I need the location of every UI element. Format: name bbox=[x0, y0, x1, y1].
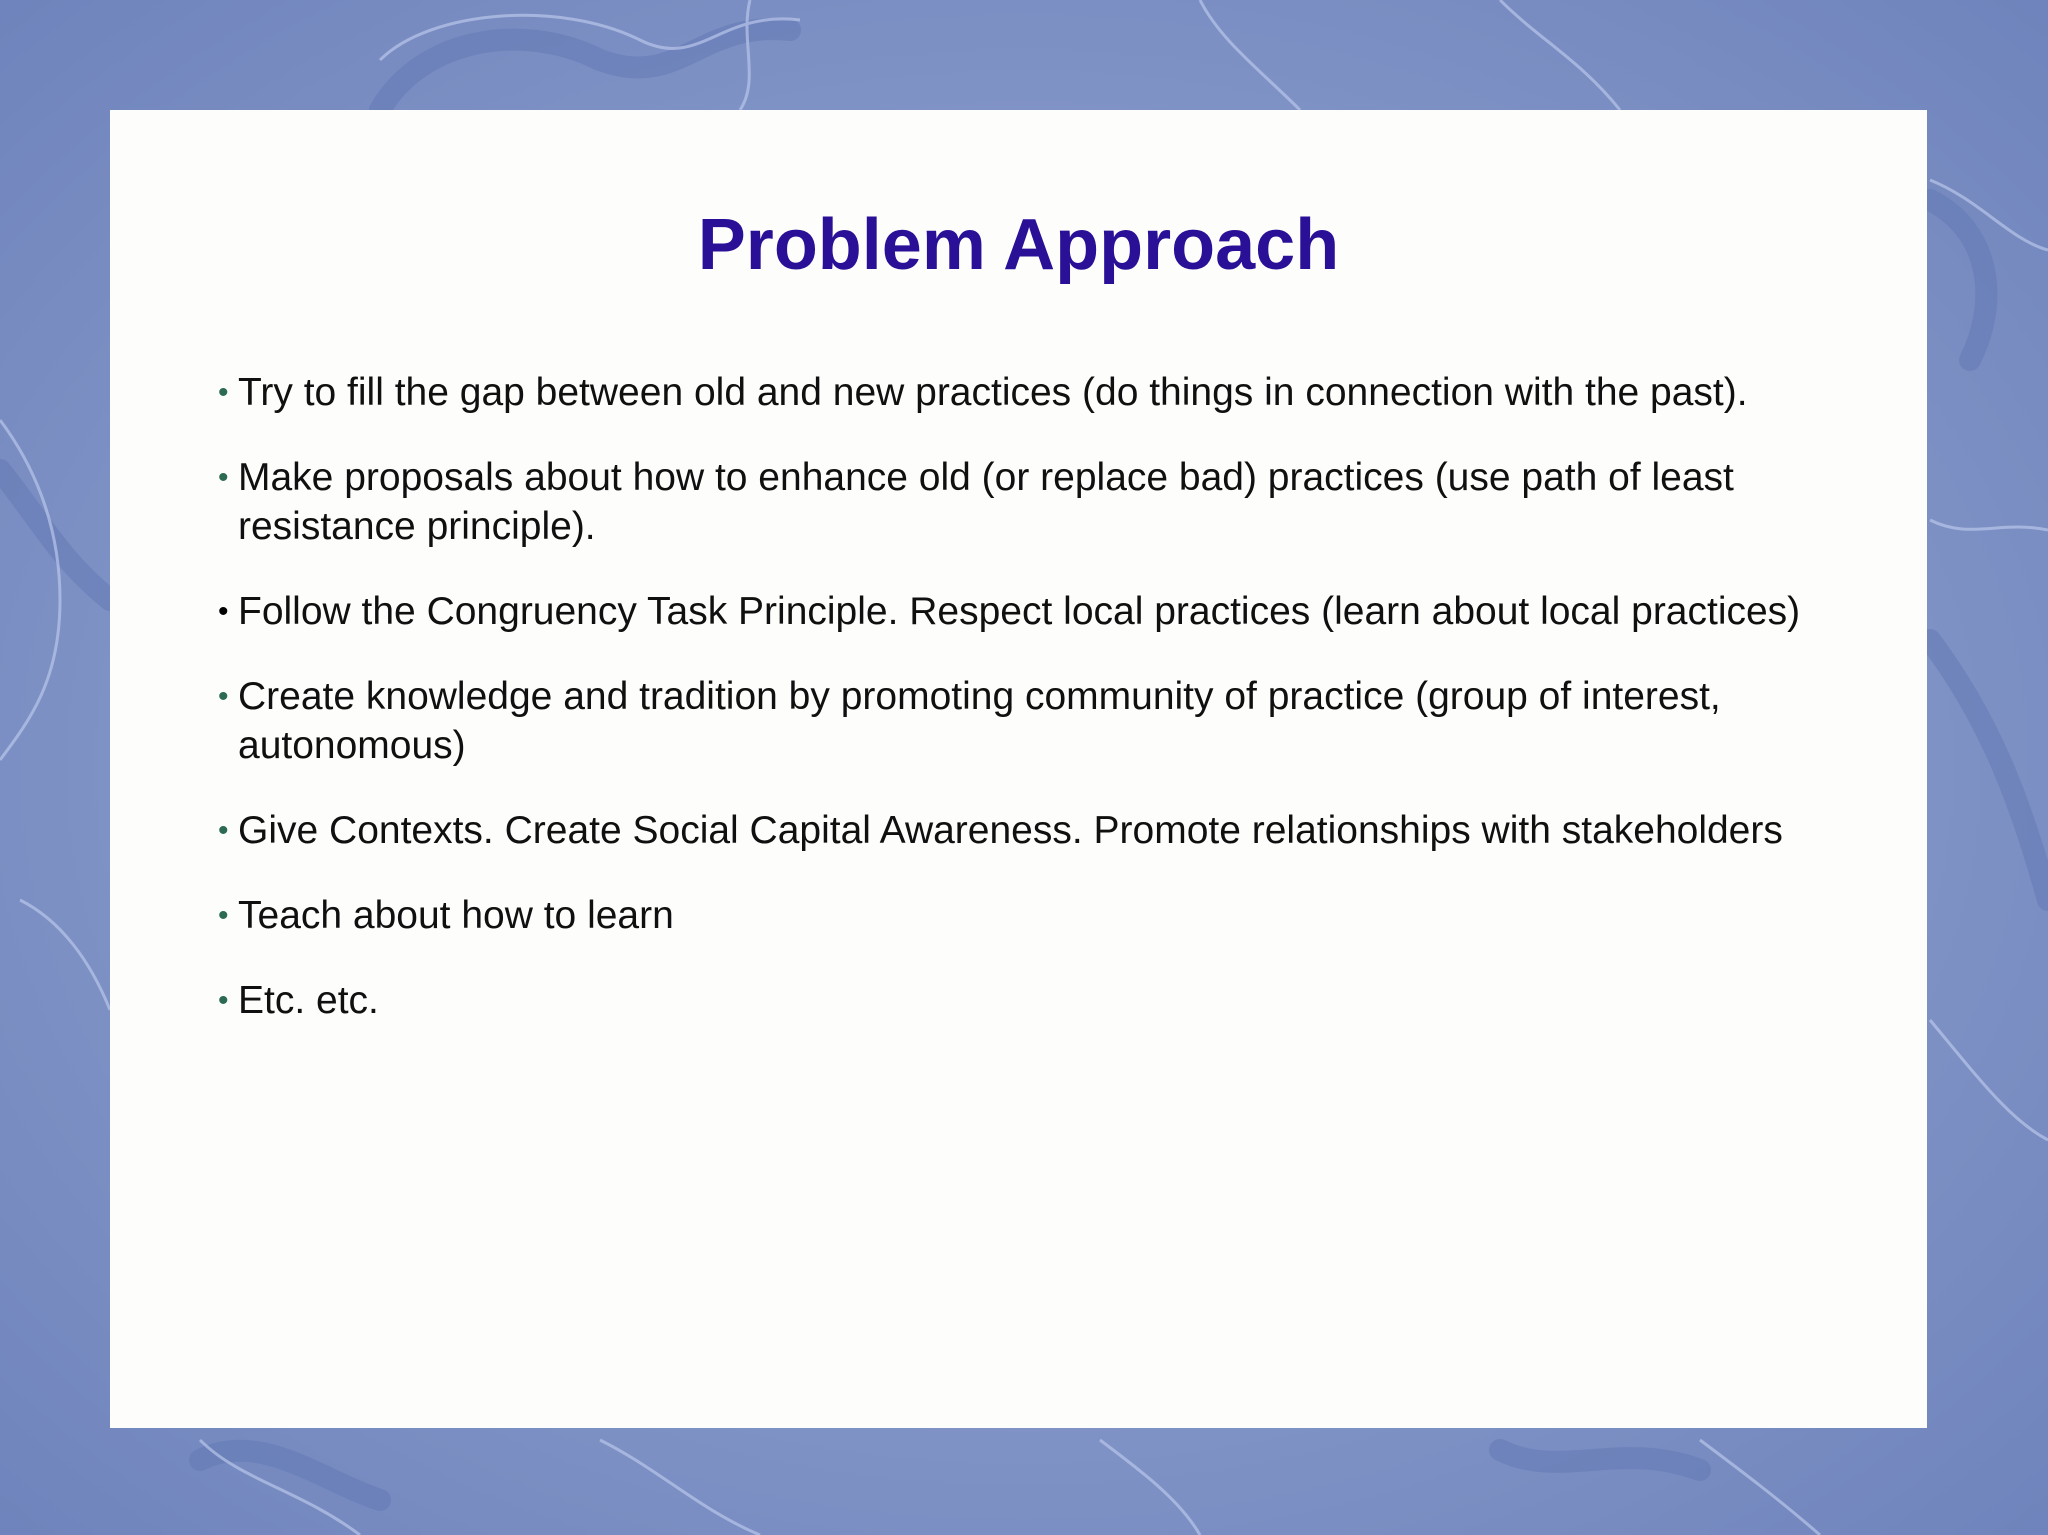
slide-title: Problem Approach bbox=[697, 205, 1340, 285]
bullet-icon: • bbox=[218, 595, 229, 628]
bullet-list bbox=[170, 368, 1890, 1061]
bullet-icon: • bbox=[218, 680, 229, 713]
bullet-text: Try to fill the gap between old and new practices (do things in connection with the past). bbox=[238, 371, 1748, 414]
bullet-icon: • bbox=[218, 461, 229, 494]
bullet-text: Make proposals about how to enhance old (or replace bad) practices (use path of least resistance principle). bbox=[238, 456, 1734, 548]
list-item bbox=[110, 672, 1890, 770]
list-item bbox=[110, 806, 1890, 855]
list-item bbox=[110, 976, 1890, 1025]
bullet-text: Create knowledge and tradition by promoting community of practice (group of interest, autonomous) bbox=[238, 675, 1721, 767]
bullet-text: Follow the Congruency Task Principle. Respect local practices (learn about local practices) bbox=[238, 590, 1801, 633]
bullet-text: Teach about how to learn bbox=[238, 894, 674, 937]
list-item bbox=[110, 891, 1890, 940]
list-item bbox=[110, 453, 1890, 551]
list-item bbox=[110, 587, 1890, 636]
bullet-icon: • bbox=[218, 984, 229, 1017]
slide-content-panel bbox=[110, 110, 1927, 1428]
bullet-icon: • bbox=[218, 899, 229, 932]
list-item bbox=[110, 368, 1890, 417]
bullet-text: Etc. etc. bbox=[238, 979, 379, 1022]
bullet-text: Give Contexts. Create Social Capital Awareness. Promote relationships with stakeholders bbox=[238, 809, 1783, 852]
bullet-icon: • bbox=[218, 376, 229, 409]
bullet-icon: • bbox=[218, 814, 229, 847]
